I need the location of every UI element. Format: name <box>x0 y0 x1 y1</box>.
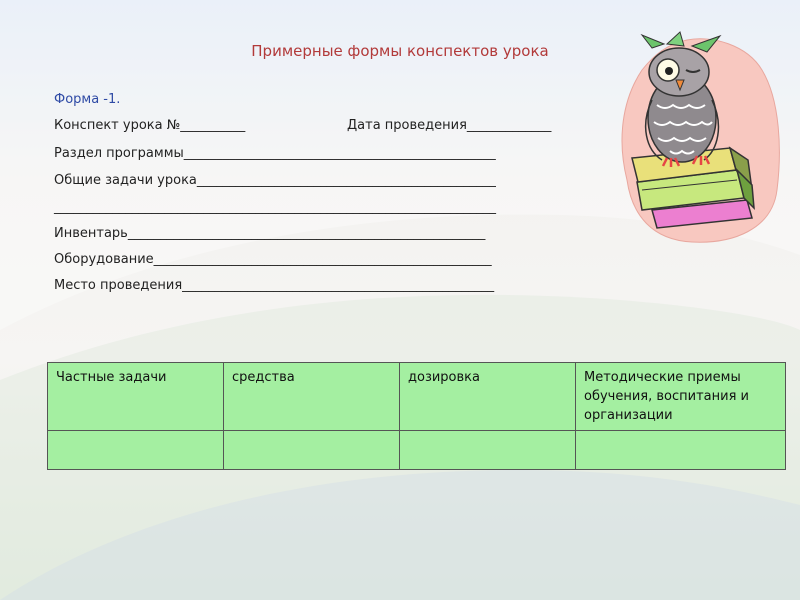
owl-on-books-illustration <box>612 30 782 245</box>
venue-field: Место проведения________________________________________________ <box>54 278 495 293</box>
program-section-field: Раздел программы________________________________________________ <box>54 146 496 161</box>
table-header-row <box>48 363 786 431</box>
general-tasks-field: Общие задачи урока______________________________________________ <box>54 173 496 188</box>
table-cell <box>48 431 224 470</box>
inventory-field: Инвентарь_______________________________________________________ <box>54 226 486 241</box>
blank-line: ____________________________________________________________________ <box>54 200 496 215</box>
form-label: Форма -1. <box>54 92 121 107</box>
table-cell <box>576 431 786 470</box>
table-header-cell: Частные задачи <box>48 363 224 431</box>
table-row <box>48 431 786 470</box>
equipment-field: Оборудование____________________________________________________ <box>54 252 492 267</box>
table-cell <box>400 431 576 470</box>
table-header-cell: дозировка <box>400 363 576 431</box>
table-header-cell: Методические приемы обучения, воспитания и организации <box>576 363 786 431</box>
table-header-cell: средства <box>224 363 400 431</box>
date-field: Дата проведения_____________ <box>347 118 552 133</box>
table-cell <box>224 431 400 470</box>
lesson-plan-table <box>47 362 786 470</box>
lesson-outline-field: Конспект урока №__________ <box>54 118 246 133</box>
page-title: Примерные формы конспектов урока <box>251 42 549 60</box>
